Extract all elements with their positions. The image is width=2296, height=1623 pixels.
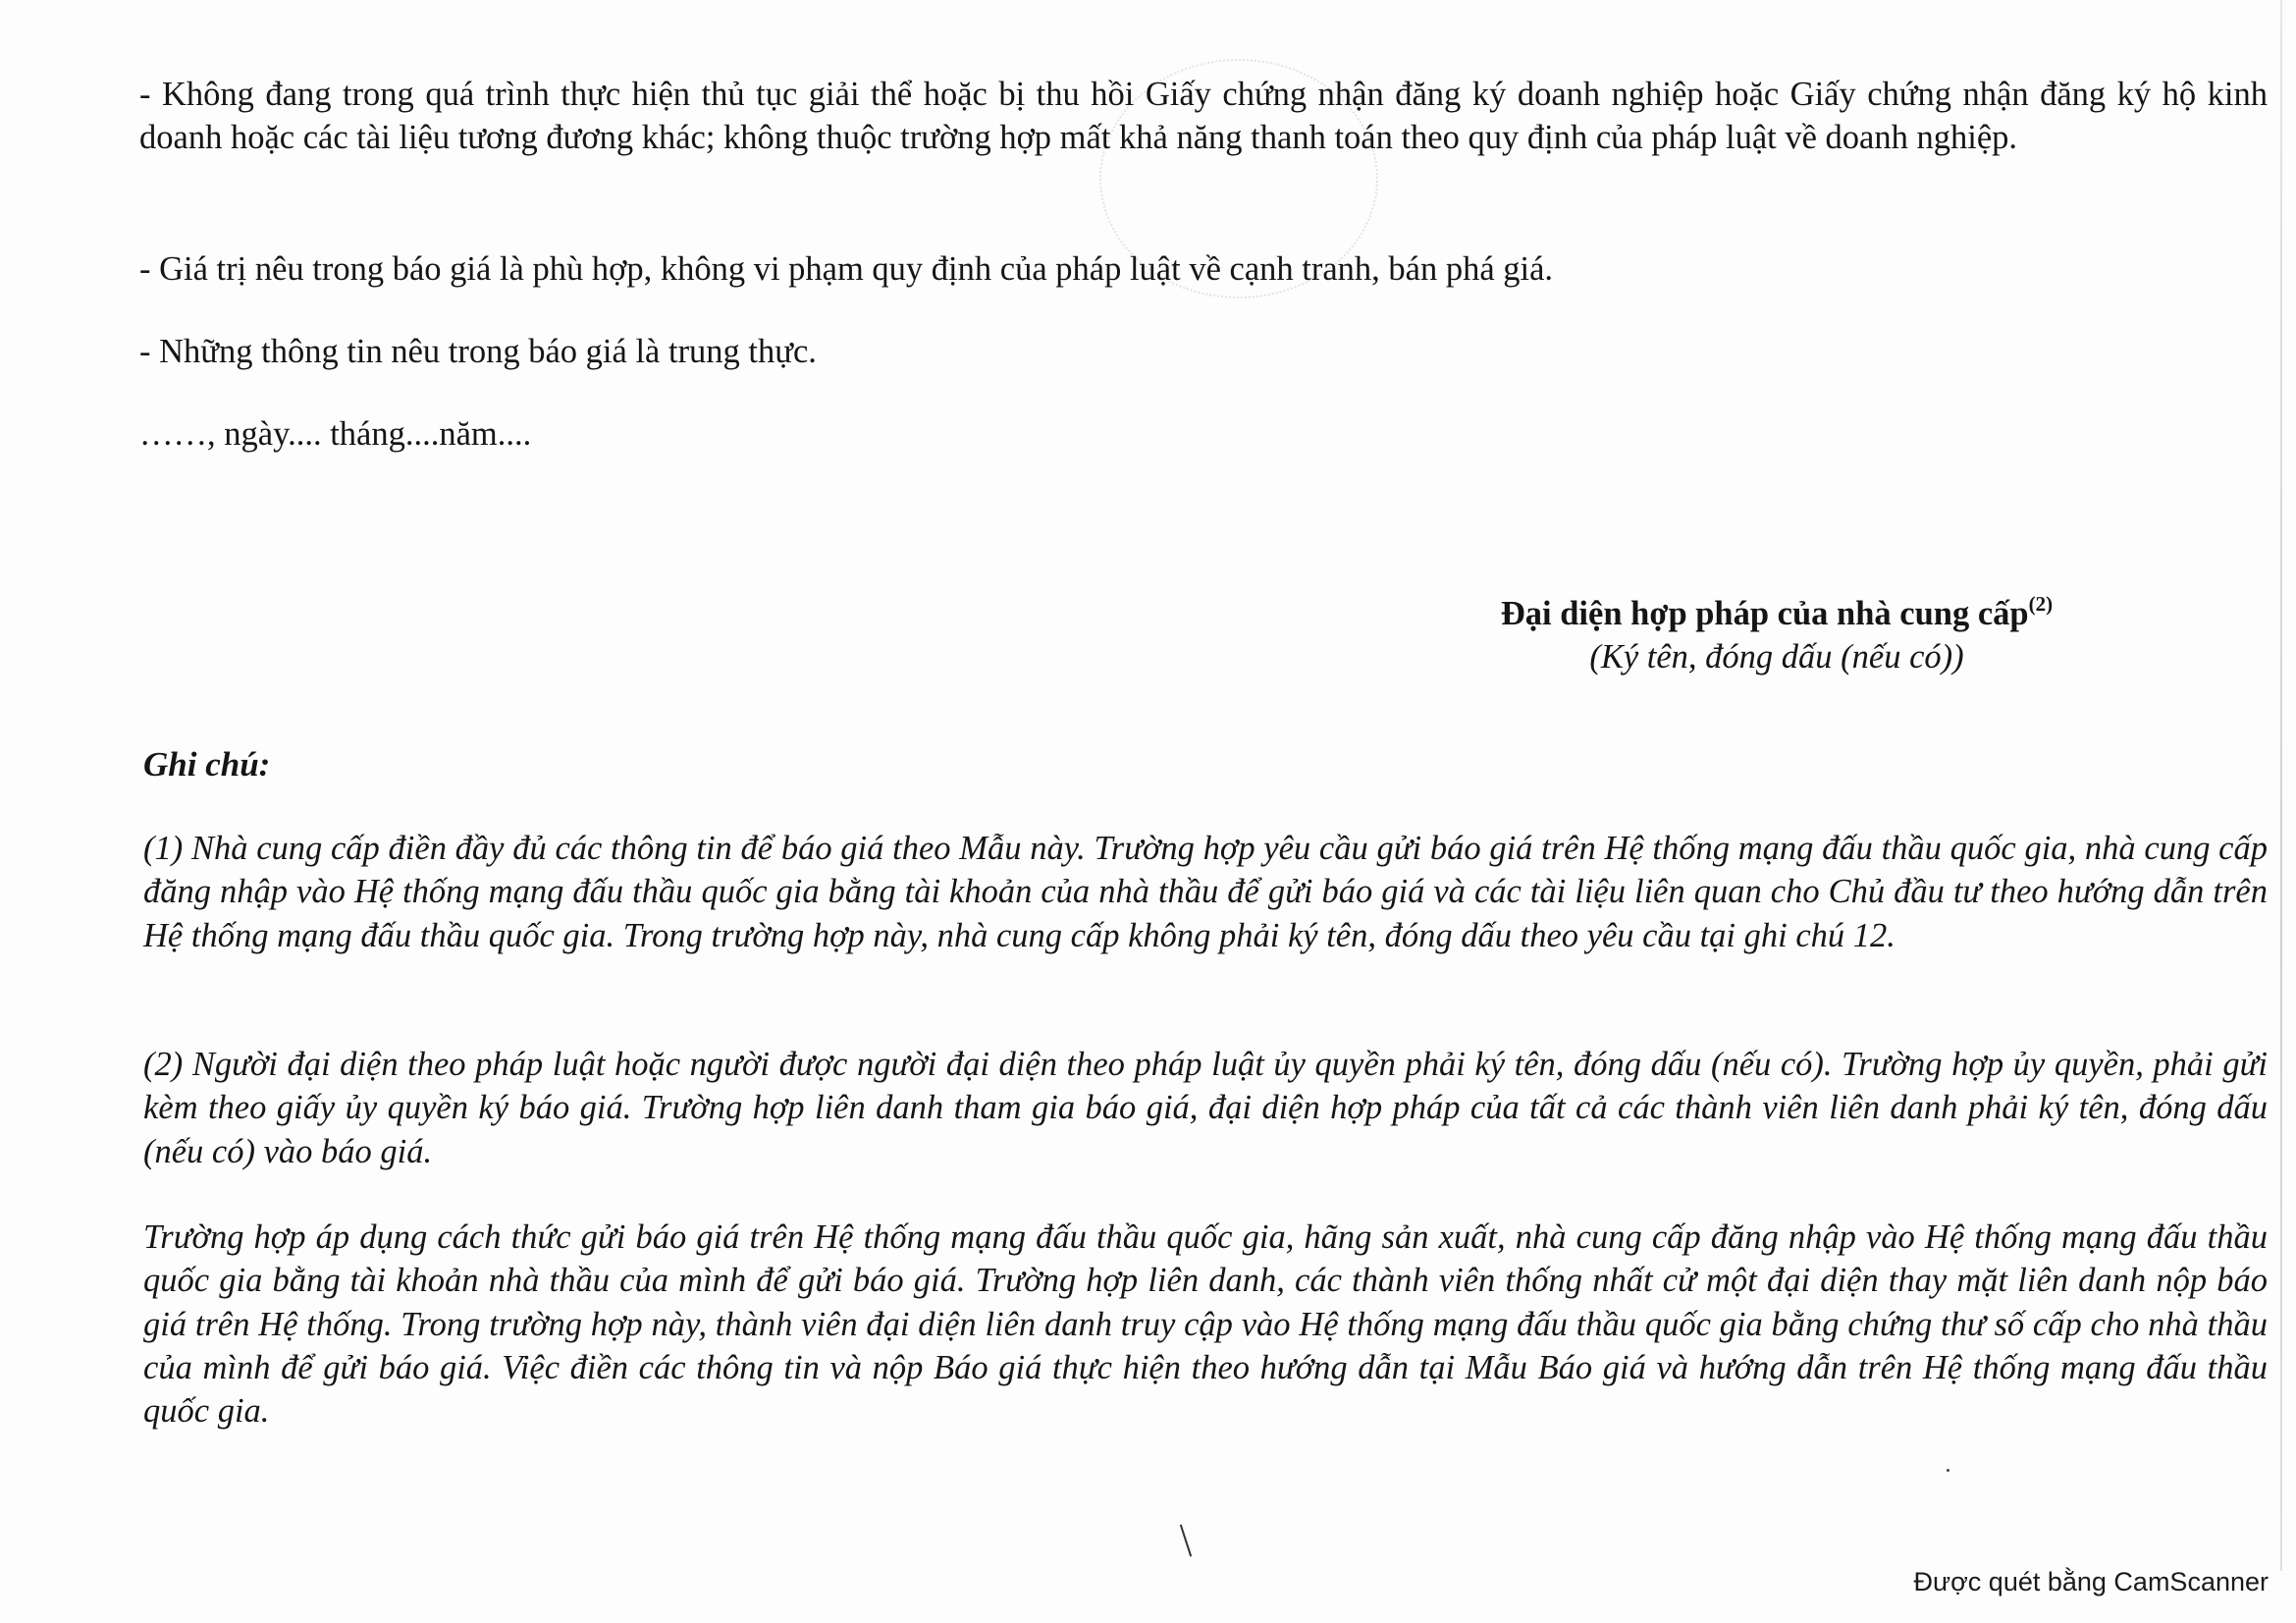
pen-tick-mark: [1180, 1525, 1192, 1557]
commitment-bullet-honesty: - Những thông tin nêu trong báo giá là trung thực.: [139, 333, 817, 370]
note-3: Trường hợp áp dụng cách thức gửi báo giá trên Hệ thống mạng đấu thầu quốc gia, hãng sản xuất, nhà cung cấp đăng nhập vào Hệ thống mạng đấu thầu quốc gia bằng tài khoản nhà thầu của mình để gửi báo giá. Trường hợp liên danh, các thành viên thống nhất cử một đại diện thay mặt liên danh nộp báo giá trên Hệ thống. Trong trường hợp này, thành viên đại diện liên danh truy cập vào Hệ thống mạng đấu thầu quốc gia bằng chứng thư số cấp cho nhà thầu của mình để gửi báo giá. Việc điền các thông tin và nộp Báo giá thực hiện theo hướng dẫn tại Mẫu Báo giá và hướng dẫn trên Hệ thống mạng đấu thầu quốc gia.: [143, 1218, 2268, 1431]
commitment-bullet-pricing: - Giá trị nêu trong báo giá là phù hợp, không vi phạm quy định của pháp luật về cạnh tranh, bán phá giá.: [139, 250, 1554, 288]
signature-instruction: (Ký tên, đóng dấu (nếu có)): [1589, 638, 1964, 676]
camscanner-watermark: Được quét bằng CamScanner: [1913, 1567, 2269, 1596]
signature-title-text: Đại diện hợp pháp của nhà cung cấp: [1500, 595, 2029, 632]
notes-heading: Ghi chú:: [143, 745, 271, 784]
signature-title: [1237, 592, 2296, 635]
commitment-bullet-dissolution: - Không đang trong quá trình thực hiện thủ tục giải thể hoặc bị thu hồi Giấy chứng nhận đăng ký doanh nghiệp hoặc Giấy chứng nhận đăng ký hộ kinh doanh hoặc các tài liệu tương đương khác; không thuộc trường hợp mất khả năng thanh toán theo quy định của pháp luật về doanh nghiệp.: [139, 76, 2268, 156]
signature-block: [1237, 592, 2296, 678]
note-2: (2) Người đại diện theo pháp luật hoặc người được người đại diện theo pháp luật ủy quyền phải ký tên, đóng dấu (nếu có). Trường hợp ủy quyền, phải gửi kèm theo giấy ủy quyền ký báo giá. Trường hợp liên danh tham gia báo giá, đại diện hợp pháp của tất cả các thành viên liên danh phải ký tên, đóng dấu (nếu có) vào báo giá.: [143, 1046, 2268, 1170]
signature-footnote-ref: (2): [2028, 592, 2054, 616]
scan-edge-shadow: [2280, 0, 2282, 1571]
date-line: ……, ngày.... tháng....năm....: [139, 415, 532, 453]
speck-mark: [1947, 1469, 1949, 1472]
note-1: (1) Nhà cung cấp điền đầy đủ các thông tin để báo giá theo Mẫu này. Trường hợp yêu cầu gửi báo giá trên Hệ thống mạng đấu thầu quốc gia, nhà cung cấp đăng nhập vào Hệ thống mạng đấu thầu quốc gia bằng tài khoản của nhà thầu để gửi báo giá và các tài liệu liên quan cho Chủ đầu tư theo hướng dẫn trên Hệ thống mạng đấu thầu quốc gia. Trong trường hợp này, nhà cung cấp không phải ký tên, đóng dấu theo yêu cầu tại ghi chú 12.: [143, 830, 2268, 954]
